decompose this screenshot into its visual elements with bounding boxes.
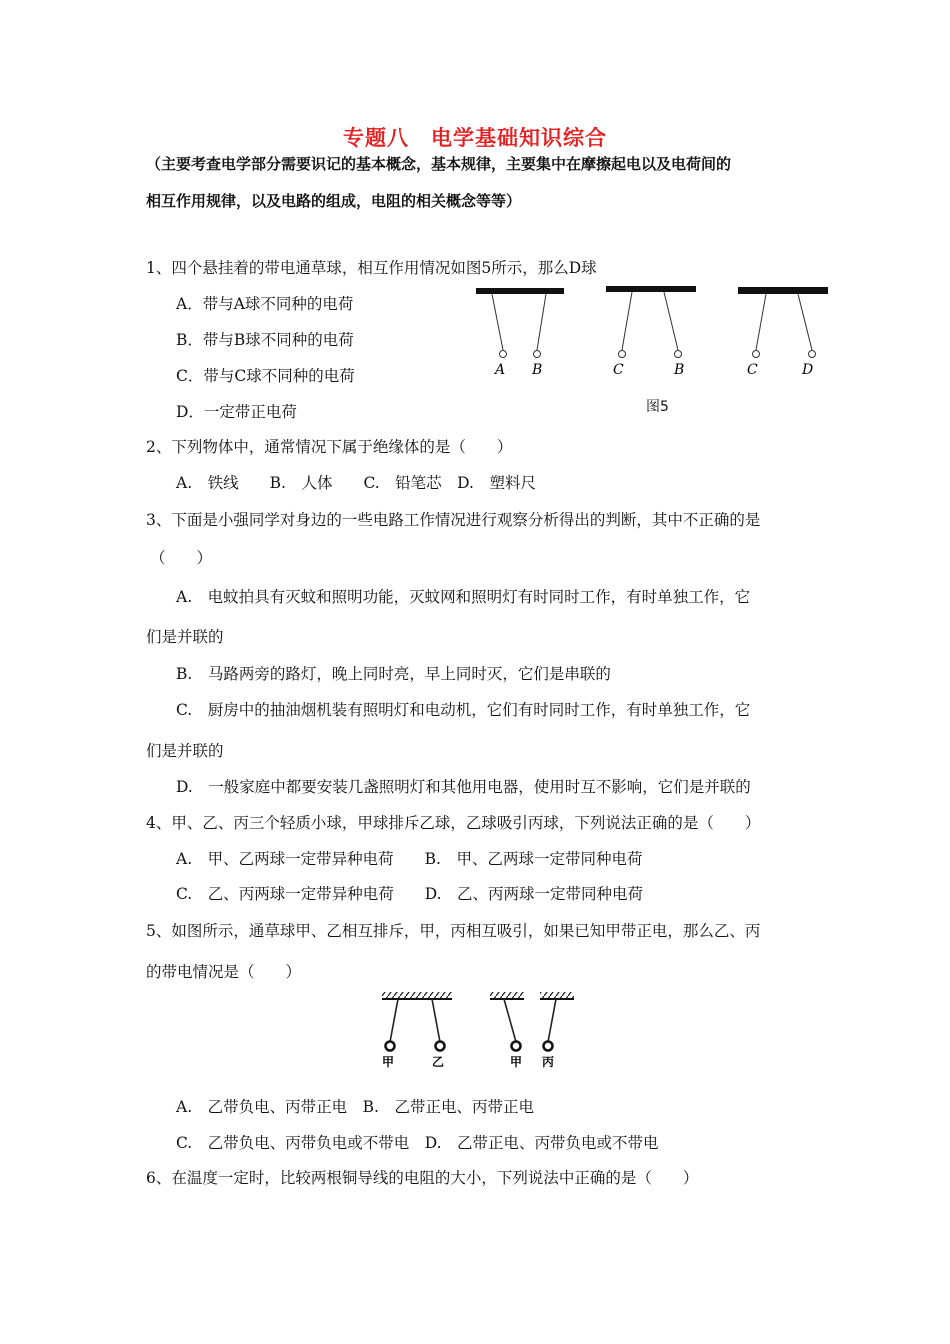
pair-jia-yi: [382, 992, 452, 1069]
label-c: C: [613, 362, 624, 378]
label-yi: 乙: [432, 1055, 445, 1069]
q1-option-a: A．带与A球不同种的电荷: [176, 295, 354, 313]
pair-cb: [606, 286, 696, 378]
q1-option-c: C．带与C球不同种的电荷: [176, 367, 355, 385]
label-d: D: [802, 362, 814, 378]
q1-figure-caption: 图5: [646, 399, 669, 415]
q1-stem: 1、四个悬挂着的带电通草球，相互作用情况如图5所示，那么D球: [146, 259, 597, 277]
q5-options-row-1: A. 乙带负电、丙带正电 B. 乙带正电、丙带正电: [176, 1098, 534, 1116]
q2-stem: 2、下列物体中，通常情况下属于绝缘体的是（ ）: [146, 438, 513, 456]
label-c-2: C: [747, 362, 758, 378]
q5-options-row-2: C. 乙带负电、丙带负电或不带电 D. 乙带正电、丙带负电或不带电: [176, 1134, 659, 1152]
q3-option-b: B. 马路两旁的路灯，晚上同时亮，早上同时灭，它们是串联的: [176, 665, 611, 683]
q3-stem-line-1: 3、下面是小强同学对身边的一些电路工作情况进行观察分析得出的判断，其中不正确的是: [146, 511, 761, 529]
q6-stem: 6、在温度一定时，比较两根铜导线的电阻的大小，下列说法中正确的是（ ）: [146, 1169, 699, 1187]
q3-option-d: D. 一般家庭中都要安装几盏照明灯和其他用电器，使用时互不影响，它们是并联的: [176, 778, 751, 796]
pair-jia-bing: [490, 992, 574, 1069]
q3-option-c-line-2: 们是并联的: [146, 742, 224, 760]
q3-option-a-line-1: A. 电蚊拍具有灭蚊和照明功能，灭蚊网和照明灯有时同时工作，有时单独工作，它: [176, 588, 751, 606]
label-bing: 丙: [542, 1055, 555, 1069]
label-jia: 甲: [382, 1055, 395, 1069]
intro-line-2: 相互作用规律，以及电路的组成，电阻的相关概念等等）: [146, 192, 522, 210]
pair-cd: [738, 287, 828, 378]
label-b: B: [532, 362, 543, 378]
intro-line-1: （主要考查电学部分需要识记的基本概念，基本规律，主要集中在摩擦起电以及电荷间的: [146, 155, 732, 173]
q1-option-b: B．带与B球不同种的电荷: [176, 331, 354, 349]
q5-figure-pith-balls: [376, 988, 581, 1070]
q4-options-row-2: C. 乙、丙两球一定带异种电荷 D. 乙、丙两球一定带同种电荷: [176, 885, 644, 903]
q1-option-d: D．一定带正电荷: [176, 403, 297, 421]
q5-stem-line-1: 5、如图所示，通草球甲、乙相互排斥，甲，丙相互吸引，如果已知甲带正电，那么乙、丙: [146, 922, 761, 940]
q1-figure-pith-balls: [470, 280, 840, 380]
pair-ab: [476, 288, 564, 378]
q2-options: A. 铁线 B. 人体 C. 铅笔芯 D. 塑料尺: [176, 474, 536, 492]
label-jia-2: 甲: [510, 1055, 523, 1069]
label-b-2: B: [674, 362, 685, 378]
q3-option-a-line-2: 们是并联的: [146, 628, 224, 646]
q4-options-row-1: A. 甲、乙两球一定带异种电荷 B. 甲、乙两球一定带同种电荷: [176, 850, 643, 868]
q5-stem-line-2: 的带电情况是（ ）: [146, 963, 302, 981]
q3-stem-line-2: （ ）: [150, 549, 213, 567]
q3-option-c-line-1: C. 厨房中的抽油烟机装有照明灯和电动机，它们有时同时工作，有时单独工作，它: [176, 701, 751, 719]
q4-stem: 4、甲、乙、丙三个轻质小球，甲球排斥乙球，乙球吸引丙球，下列说法正确的是（ ）: [146, 814, 761, 832]
page-title: 专题八 电学基础知识综合: [343, 126, 607, 150]
label-a: A: [495, 362, 506, 378]
